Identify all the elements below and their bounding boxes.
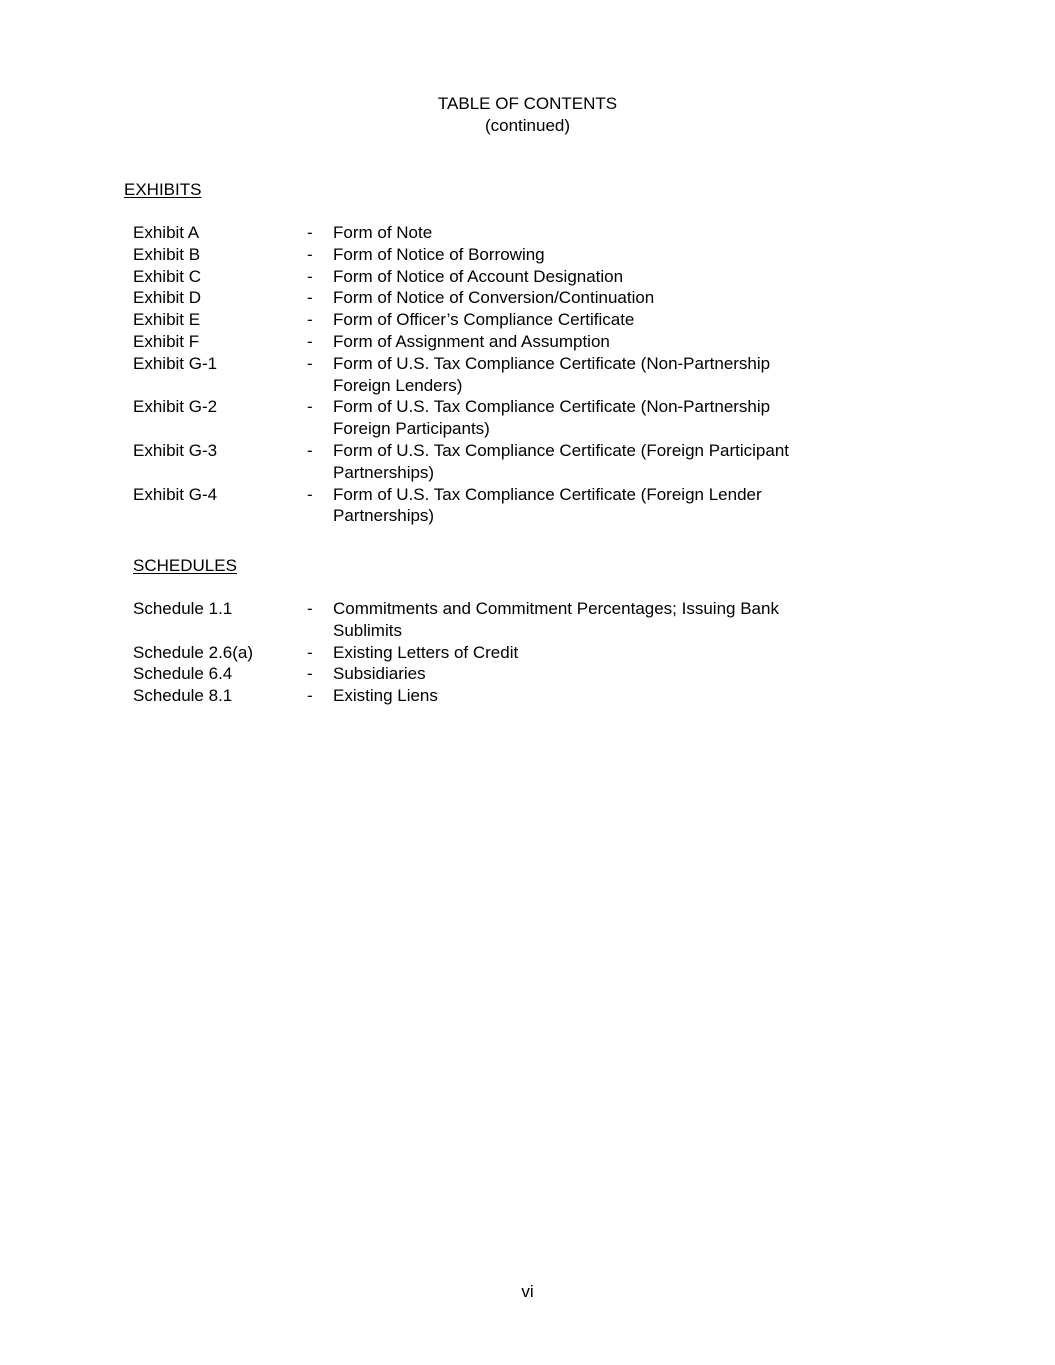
list-item: [133, 309, 833, 331]
separator-dash: -: [307, 310, 313, 330]
list-item: [133, 440, 833, 484]
exhibit-label: Exhibit A: [133, 223, 200, 242]
separator-dash: -: [307, 664, 313, 684]
exhibit-label: Exhibit G-4: [133, 484, 218, 504]
separator-dash: -: [307, 244, 313, 264]
exhibit-description: Form of Notice of Account Designation: [333, 266, 624, 286]
separator-dash: -: [307, 397, 313, 417]
separator-dash: -: [307, 288, 313, 308]
separator-dash: -: [307, 440, 313, 460]
exhibit-label: Exhibit B: [133, 244, 201, 264]
schedule-description: Existing Letters of Credit: [333, 642, 519, 662]
separator-dash: -: [307, 642, 313, 662]
list-item: [133, 663, 833, 685]
page-number: vi: [521, 1282, 534, 1301]
page-title: TABLE OF CONTENTS: [437, 94, 618, 113]
list-item: [133, 331, 833, 353]
schedules-list: [133, 598, 833, 707]
list-item: [133, 222, 833, 244]
schedule-description: Commitments and Commitment Percentages; Issuing Bank Sublimits: [333, 599, 779, 640]
exhibit-label: Exhibit D: [133, 288, 202, 308]
exhibit-label: Exhibit G-2: [133, 397, 218, 417]
exhibit-description: Form of U.S. Tax Compliance Certificate (Foreign Participant Partnerships): [333, 440, 790, 482]
exhibit-description: Form of Assignment and Assumption: [333, 331, 610, 351]
list-item: [133, 484, 833, 528]
schedule-description: Subsidiaries: [333, 664, 426, 684]
exhibit-label: Exhibit G-1: [133, 353, 218, 373]
exhibit-description: Form of U.S. Tax Compliance Certificate (Foreign Lender Partnerships): [333, 484, 762, 526]
exhibit-description: Form of Note: [333, 223, 433, 242]
exhibit-label: Exhibit C: [133, 266, 202, 286]
schedule-label: Schedule 6.4: [133, 664, 233, 684]
separator-dash: -: [307, 266, 313, 286]
schedules-heading: SCHEDULES: [133, 556, 237, 575]
list-item: [133, 396, 833, 440]
exhibit-label: Exhibit G-3: [133, 440, 218, 460]
list-item: [133, 353, 833, 397]
schedule-label: Schedule 1.1: [133, 599, 233, 618]
schedule-label: Schedule 2.6(a): [133, 642, 254, 662]
schedule-label: Schedule 8.1: [133, 686, 233, 706]
separator-dash: -: [307, 223, 313, 242]
page-subtitle: (continued): [484, 116, 571, 135]
list-item: [133, 244, 833, 266]
list-item: [133, 598, 833, 642]
separator-dash: -: [307, 331, 313, 351]
schedule-description: Existing Liens: [333, 686, 438, 706]
separator-dash: -: [307, 686, 313, 706]
exhibit-label: Exhibit E: [133, 310, 201, 330]
exhibit-description: Form of U.S. Tax Compliance Certificate (Non-Partnership Foreign Lenders): [333, 353, 771, 395]
exhibit-description: Form of Officer’s Compliance Certificate: [333, 310, 635, 330]
exhibit-label: Exhibit F: [133, 331, 200, 351]
exhibits-list: [133, 222, 833, 527]
list-item: [133, 685, 833, 707]
list-item: [133, 266, 833, 288]
separator-dash: -: [307, 599, 313, 618]
list-item: [133, 642, 833, 664]
exhibit-description: Form of U.S. Tax Compliance Certificate (Non-Partnership Foreign Participants): [333, 397, 771, 439]
exhibits-heading: EXHIBITS: [124, 180, 202, 199]
separator-dash: -: [307, 353, 313, 373]
exhibit-description: Form of Notice of Borrowing: [333, 244, 545, 264]
list-item: [133, 287, 833, 309]
separator-dash: -: [307, 484, 313, 504]
exhibit-description: Form of Notice of Conversion/Continuation: [333, 288, 655, 308]
